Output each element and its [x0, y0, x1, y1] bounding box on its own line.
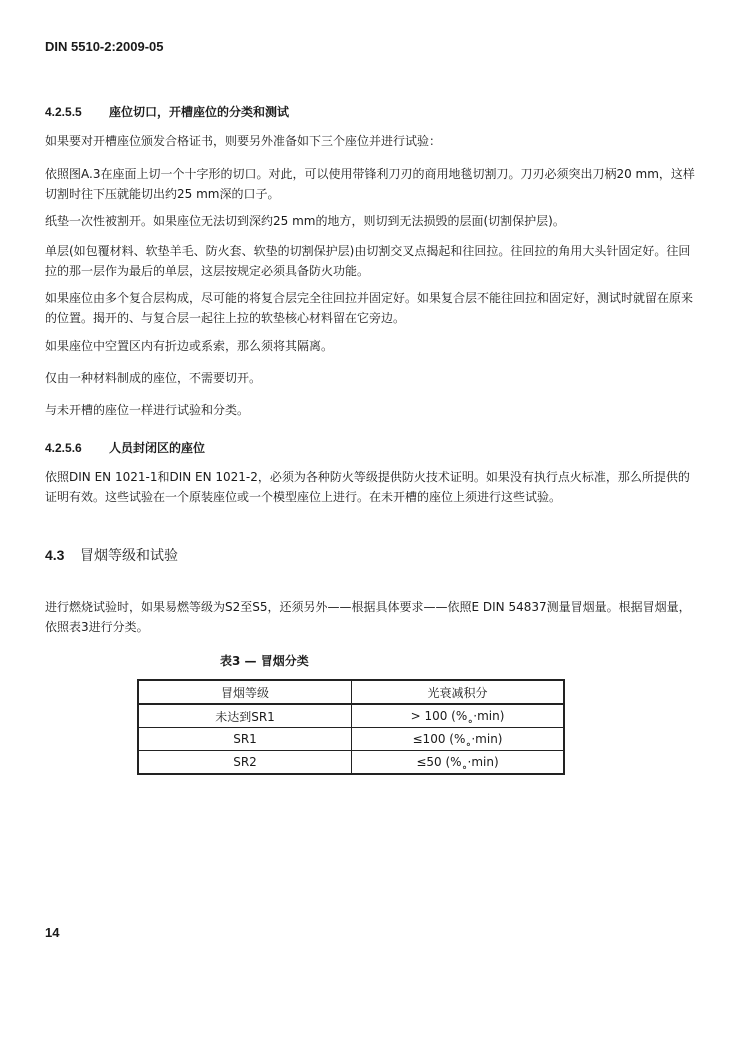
table-header-cell: 冒烟等级 — [138, 680, 352, 704]
paragraph: 如果要对开槽座位颁发合格证书，则要另外准备如下三个座位并进行试验： — [45, 134, 442, 148]
table-cell: > 100 (%˳·min) — [352, 704, 565, 728]
page-number: 14 — [45, 925, 60, 940]
section-4256-heading — [45, 439, 205, 456]
paragraph: 如果座位由多个复合层构成，尽可能的将复合层完全往回拉并固定好。如果复合层不能往回拉和固定好，测试时就留在原来的位置。揭开的、与复合层一起往上拉的软垫核心材料留在它旁边。 — [45, 291, 694, 325]
section-number: 4.3 — [45, 547, 65, 563]
table-row — [138, 751, 564, 775]
paragraph: 单层(如包覆材料、软垫羊毛、防火套、软垫的切割保护层)由切割交叉点揭起和往回拉。往回拉的角用大头针固定好。往回拉的那一层作为最后的单层，这层按规定必须具备防火功能。 — [45, 244, 691, 278]
table-cell: ≤100 (%˳·min) — [352, 728, 565, 751]
table-header-cell: 光衰减积分 — [352, 680, 565, 704]
paragraph: 进行燃烧试验时，如果易燃等级为S2至S5，还须另外——根据具体要求——依照E DIN 54837测量冒烟量。根据冒烟量，依照表3进行分类。 — [45, 600, 691, 634]
paragraph: 纸垫一次性被割开。如果座位无法切到深约25 mm的地方，则切到无法损毁的层面(切割保护层)。 — [45, 214, 565, 228]
section-title: 座位切口，开槽座位的分类和测试 — [109, 105, 290, 119]
table-cell: SR1 — [138, 728, 352, 751]
paragraph: 仅由一种材料制成的座位，不需要切开。 — [45, 371, 262, 385]
table-cell: SR2 — [138, 751, 352, 775]
table-cell: ≤50 (%˳·min) — [352, 751, 565, 775]
smoke-class-table — [137, 679, 565, 775]
section-title: 冒烟等级和试验 — [80, 548, 178, 564]
document-header: DIN 5510-2:2009-05 — [45, 39, 164, 54]
paragraph: 依照DIN EN 1021-1和DIN EN 1021-2，必须为各种防火等级提供防火技术证明。如果没有执行点火标准，那么所提供的证明有效。这些试验在一个原装座位或一个模型座位上进行。在未开槽的座位上须进行这些试验。 — [45, 470, 690, 504]
section-43-heading — [45, 545, 178, 565]
paragraph: 依照图A.3在座面上切一个十字形的切口。对此，可以使用带锋利刀刃的商用地毯切割刀。刀刃必须突出刀柄20 mm，这样切割时往下压就能切出约25 mm深的口子。 — [45, 167, 695, 201]
section-number: 4.2.5.6 — [45, 441, 82, 455]
table-cell: 未达到SR1 — [138, 704, 352, 728]
section-4255-heading — [45, 103, 289, 120]
table-row — [138, 704, 564, 728]
table-row — [138, 728, 564, 751]
table-caption: 表3 — 冒烟分类 — [220, 654, 309, 668]
table-header-row — [138, 680, 564, 704]
paragraph: 与未开槽的座位一样进行试验和分类。 — [45, 403, 250, 417]
section-title: 人员封闭区的座位 — [109, 441, 206, 455]
section-number: 4.2.5.5 — [45, 105, 82, 119]
paragraph: 如果座位中空置区内有折边或系索，那么须将其隔离。 — [45, 339, 334, 353]
